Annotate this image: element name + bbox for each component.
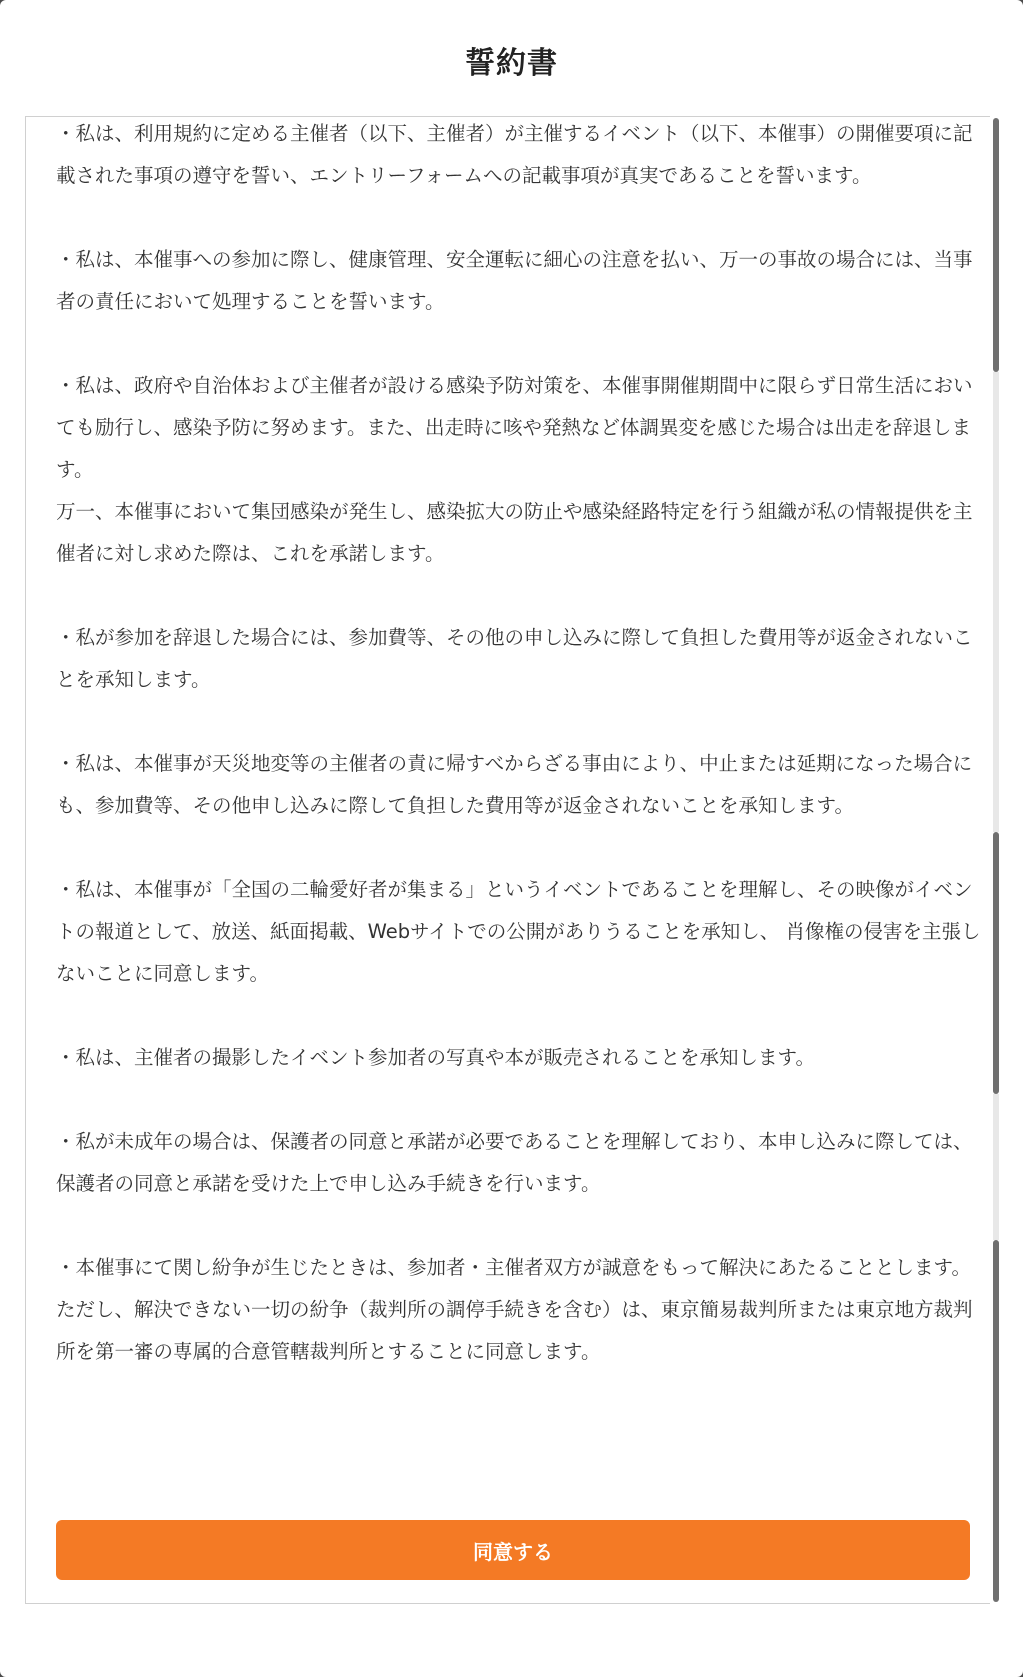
term-text: ・本催事にて関し紛争が生じたときは、参加者・主催者双方が誠意をもって解決にあたることとします。	[56, 1256, 971, 1279]
term-item	[56, 1121, 991, 1205]
term-item	[56, 1037, 991, 1079]
term-item	[56, 617, 991, 701]
term-item	[56, 116, 991, 197]
scrollbar-thumb[interactable]	[993, 1240, 999, 1602]
term-text: ・私は、本催事への参加に際し、健康管理、安全運転に細心の注意を払い、万一の事故の場合には、当事者の責任において処理することを誓います。	[56, 248, 973, 313]
term-text: ・私は、本催事が「全国の二輪愛好者が集まる」というイベントであることを理解し、その映像がイベントの報道として、放送、紙面掲載、Webサイトでの公開がありうることを承知し、 肖像権の侵害を主張しないことに同意します。	[56, 878, 981, 985]
modal-title: 誓約書	[465, 46, 558, 81]
term-text: ・私は、本催事が天災地変等の主催者の責に帰すべからざる事由により、中止または延期になった場合にも、参加費等、その他申し込みに際して負担した費用等が返金されないことを承知します。	[56, 752, 973, 817]
term-item	[56, 1247, 991, 1373]
term-text: ・私は、政府や自治体および主催者が設ける感染予防対策を、本催事開催期間中に限らず日常生活においても励行し、感染予防に努めます。また、出走時に咳や発熱など体調異変を感じた場合は出走を辞退します。	[56, 374, 973, 481]
term-text: ・私が未成年の場合は、保護者の同意と承諾が必要であることを理解しており、本申し込みに際しては、保護者の同意と承諾を受けた上で申し込み手続きを行います。	[56, 1130, 973, 1195]
scrollbar-thumb[interactable]	[993, 118, 999, 372]
term-text: ・私は、利用規約に定める主催者（以下、主催者）が主催するイベント（以下、本催事）の開催要項に記載された事項の遵守を誓い、エントリーフォームへの記載事項が真実であることを誓います。	[56, 122, 973, 187]
term-item	[56, 869, 991, 995]
term-text: ただし、解決できない一切の紛争（裁判所の調停手続きを含む）は、東京簡易裁判所または東京地方裁判所を第一審の専属的合意管轄裁判所とすることに同意します。	[56, 1298, 973, 1363]
term-text: ・私が参加を辞退した場合には、参加費等、その他の申し込みに際して負担した費用等が返金されないことを承知します。	[56, 626, 973, 691]
term-text: 万一、本催事において集団感染が発生し、感染拡大の防止や感染経路特定を行う組織が私の情報提供を主催者に対し求めた際は、これを承諾します。	[56, 500, 973, 565]
scrollbar-thumb[interactable]	[993, 832, 999, 1094]
agree-button[interactable]: 同意する	[56, 1520, 970, 1580]
terms-list	[56, 116, 991, 1415]
term-item	[56, 743, 991, 827]
term-text: ・私は、主催者の撮影したイベント参加者の写真や本が販売されることを承知します。	[56, 1046, 815, 1069]
terms-scroll-area[interactable]	[25, 116, 1000, 1604]
scrollbar-track-segment	[993, 372, 999, 832]
term-item	[56, 239, 991, 323]
term-item	[56, 365, 991, 575]
scrollbar-track-segment	[993, 1094, 999, 1240]
